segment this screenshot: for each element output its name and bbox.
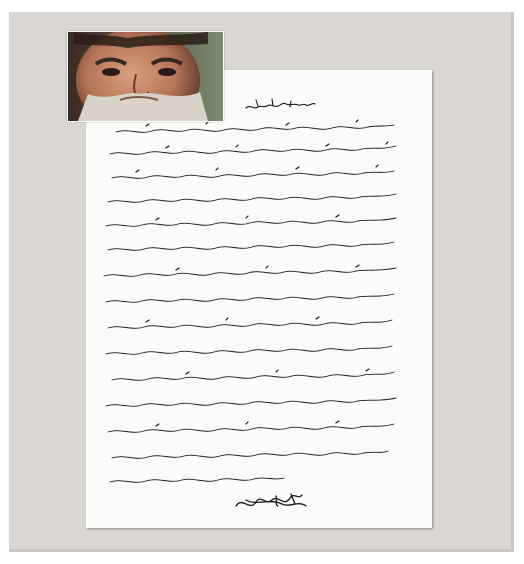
letter-body <box>104 125 396 482</box>
portrait-photo <box>67 31 224 122</box>
letter-heading <box>246 99 315 108</box>
handwritten-letter <box>86 70 432 528</box>
letter-marks <box>136 120 388 426</box>
signature <box>236 494 306 506</box>
